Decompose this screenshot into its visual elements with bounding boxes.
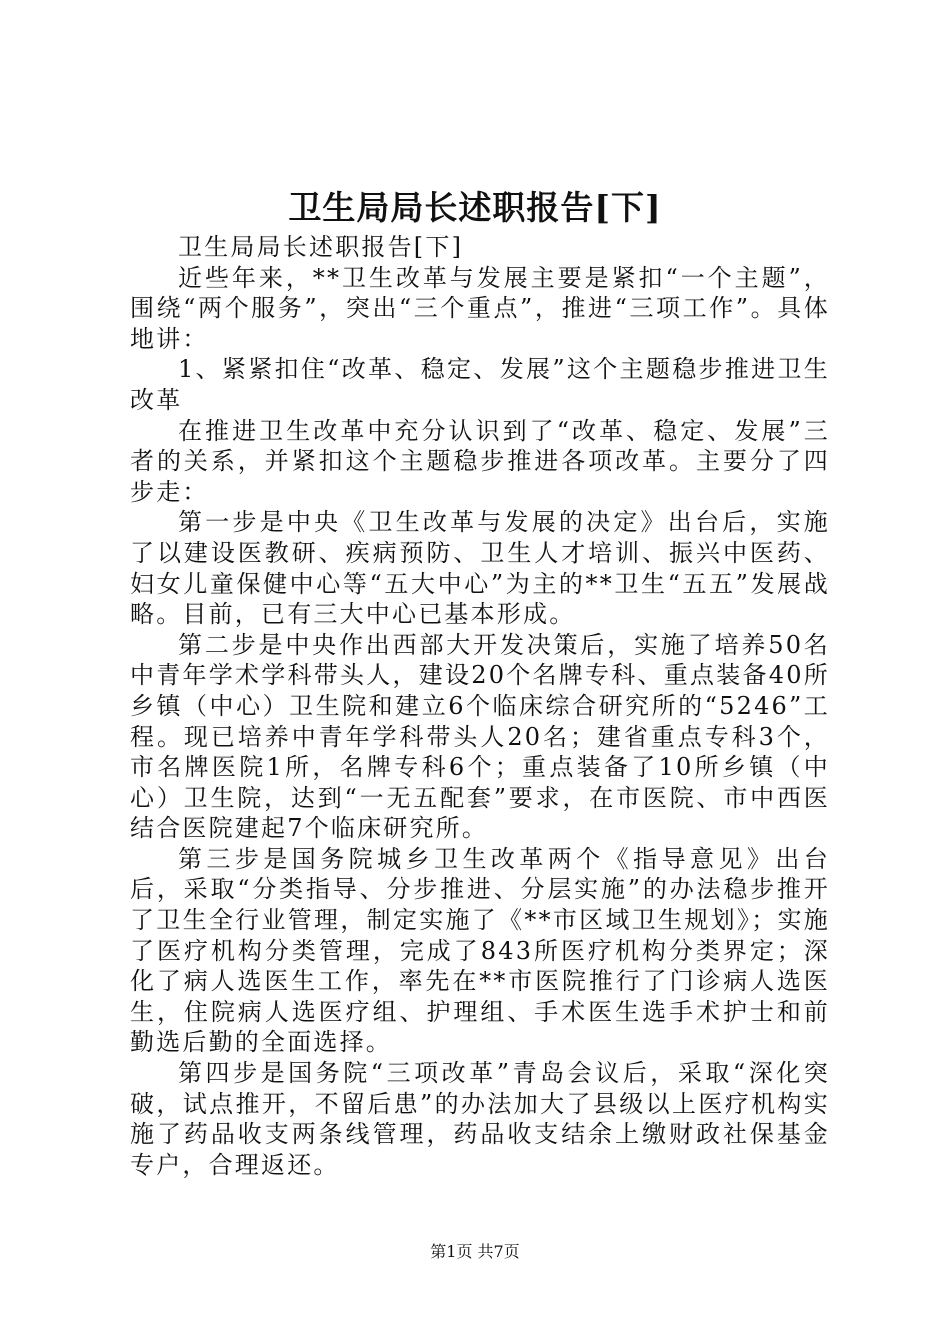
document-title: 卫生局局长述职报告[下] xyxy=(288,188,662,227)
paragraph-step-one: 第一步是中央《卫生改革与发展的决定》出台后，实施了以建设医教研、疾病预防、卫生人才培训、振兴中医药、妇女儿童保健中心等“五大中心”为主的**卫生“五五”发展战略。目前，已有三大中心已基本形成。 xyxy=(130,508,830,629)
page-number-footer: 第1页 共7页 xyxy=(430,1242,520,1261)
paragraph-step-two: 第二步是中央作出西部大开发决策后，实施了培养50名中青年学术学科带头人，建设20个名牌专科、重点装备40所乡镇（中心）卫生院和建立6个临床综合研究所的“5246”工程。现已培养中青年学科带头人20名；建省重点专科3个，市名牌医院1所，名牌专科6个；重点装备了10所乡镇（中心）卫生院，达到“一无五配套”要求，在市医院、市中西医结合医院建起7个临床研究所。 xyxy=(130,630,830,843)
paragraph-subtitle: 卫生局局长述职报告[下] xyxy=(178,233,464,261)
paragraph-intro: 近些年来，**卫生改革与发展主要是紧扣“一个主题”，围绕“两个服务”，突出“三个重点”，推进“三项工作”。具体地讲： xyxy=(130,263,830,353)
paragraph-overview: 在推进卫生改革中充分认识到了“改革、稳定、发展”三者的关系，并紧扣这个主题稳步推进各项改革。主要分了四步走： xyxy=(130,416,830,506)
document-body xyxy=(130,232,830,1180)
paragraph-step-three: 第三步是国务院城乡卫生改革两个《指导意见》出台后，采取“分类指导、分步推进、分层实施”的办法稳步推开了卫生全行业管理，制定实施了《**市区域卫生规划》；实施了医疗机构分类管理，完成了843所医疗机构分类界定；深化了病人选医生工作，率先在**市医院推行了门诊病人选医生，住院病人选医疗组、护理组、手术医生选手术护士和前勤选后勤的全面选择。 xyxy=(130,844,830,1057)
paragraph-section-heading: 1、紧紧扣住“改革、稳定、发展”这个主题稳步推进卫生改革 xyxy=(130,355,830,414)
paragraph-step-four: 第四步是国务院“三项改革”青岛会议后，采取“深化突破，试点推开，不留后患”的办法加大了县级以上医疗机构实施了药品收支两条线管理，药品收支结余上缴财政社保基金专户，合理返还。 xyxy=(130,1059,830,1179)
